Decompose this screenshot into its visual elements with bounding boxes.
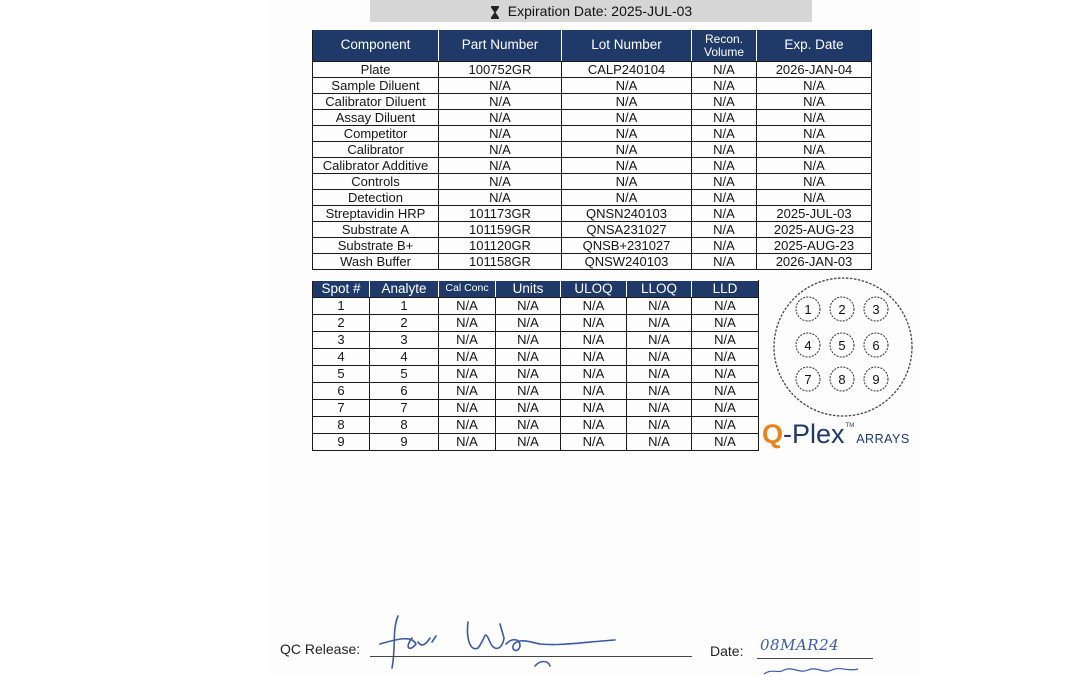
table-cell: N/A — [627, 315, 692, 332]
table-row — [313, 190, 872, 206]
table-cell: N/A — [692, 174, 757, 190]
spots-header-analyte: Analyte — [370, 281, 439, 298]
logo-arrays: ARRAYS — [856, 432, 910, 446]
table-cell: N/A — [561, 366, 627, 383]
table-cell: N/A — [627, 383, 692, 400]
components-header-lot-number: Lot Number — [562, 30, 692, 62]
table-cell: Sample Diluent — [313, 78, 439, 94]
table-cell: N/A — [692, 434, 759, 451]
qc-signature — [370, 608, 630, 675]
table-cell: 2 — [370, 315, 439, 332]
table-cell: N/A — [692, 400, 759, 417]
table-row — [313, 62, 872, 78]
table-row — [313, 222, 872, 238]
table-cell: N/A — [692, 417, 759, 434]
expiration-banner — [370, 0, 812, 22]
qplex-arrays-logo — [762, 418, 922, 450]
table-row — [313, 94, 872, 110]
table-cell: N/A — [692, 383, 759, 400]
spot-number: 1 — [804, 302, 812, 317]
table-cell: 2026-JAN-04 — [757, 62, 872, 78]
table-cell: N/A — [692, 222, 757, 238]
spot-number: 7 — [804, 372, 812, 387]
table-cell: 2025-JUL-03 — [757, 206, 872, 222]
table-row — [313, 206, 872, 222]
table-cell: CALP240104 — [562, 62, 692, 78]
spot-number: 8 — [838, 372, 846, 387]
table-cell: N/A — [757, 126, 872, 142]
spot-number: 5 — [838, 338, 846, 353]
table-row — [313, 434, 759, 451]
table-cell: N/A — [496, 400, 561, 417]
table-cell: N/A — [439, 383, 496, 400]
table-row — [313, 298, 759, 315]
spots-table — [312, 280, 759, 451]
table-cell: N/A — [439, 315, 496, 332]
table-cell: N/A — [627, 332, 692, 349]
table-cell: N/A — [692, 206, 757, 222]
table-cell: N/A — [561, 417, 627, 434]
table-cell: N/A — [496, 349, 561, 366]
table-cell: N/A — [562, 94, 692, 110]
logo-q: Q — [762, 419, 784, 449]
logo-tm: TM — [845, 423, 855, 429]
table-cell: N/A — [692, 142, 757, 158]
table-cell: 3 — [313, 332, 370, 349]
table-cell: N/A — [439, 366, 496, 383]
table-cell: N/A — [562, 126, 692, 142]
table-cell: 2026-JAN-03 — [757, 254, 872, 270]
spots-header-spot: Spot # — [313, 281, 370, 298]
table-cell: N/A — [692, 190, 757, 206]
table-row — [313, 332, 759, 349]
table-cell: N/A — [692, 158, 757, 174]
components-header-component: Component — [313, 30, 439, 62]
table-cell: N/A — [439, 126, 562, 142]
table-cell: 101159GR — [439, 222, 562, 238]
table-cell: N/A — [627, 434, 692, 451]
table-cell: 101158GR — [439, 254, 562, 270]
table-cell: N/A — [561, 298, 627, 315]
spot-number: 6 — [872, 338, 880, 353]
components-header-part-number: Part Number — [439, 30, 562, 62]
table-cell: N/A — [757, 142, 872, 158]
components-body — [313, 62, 872, 270]
table-cell: N/A — [692, 238, 757, 254]
table-cell: N/A — [439, 94, 562, 110]
table-cell: Streptavidin HRP — [313, 206, 439, 222]
table-cell: 8 — [313, 417, 370, 434]
table-cell: N/A — [439, 417, 496, 434]
table-cell: 3 — [370, 332, 439, 349]
table-cell: N/A — [439, 349, 496, 366]
table-cell: 4 — [370, 349, 439, 366]
table-cell: N/A — [692, 332, 759, 349]
table-cell: QNSW240103 — [562, 254, 692, 270]
table-cell: N/A — [496, 332, 561, 349]
table-cell: QNSB+231027 — [562, 238, 692, 254]
components-header-exp-date: Exp. Date — [757, 30, 872, 62]
table-cell: 6 — [370, 383, 439, 400]
table-cell: 2 — [313, 315, 370, 332]
table-cell: Plate — [313, 62, 439, 78]
table-cell: 9 — [313, 434, 370, 451]
table-cell: N/A — [757, 110, 872, 126]
table-cell: N/A — [496, 315, 561, 332]
table-cell: 8 — [370, 417, 439, 434]
table-cell: 5 — [313, 366, 370, 383]
table-cell: N/A — [757, 158, 872, 174]
table-cell: N/A — [439, 298, 496, 315]
table-cell: N/A — [561, 332, 627, 349]
table-cell: N/A — [757, 190, 872, 206]
table-row — [313, 349, 759, 366]
handwritten-date: 08MAR24 — [760, 636, 840, 654]
handwritten-date-scribble — [762, 664, 862, 676]
table-cell: N/A — [439, 110, 562, 126]
spot-number: 2 — [838, 302, 846, 317]
components-header-recon-volume: Recon. Volume — [692, 30, 757, 62]
table-cell: N/A — [561, 349, 627, 366]
spot-number: 3 — [872, 302, 880, 317]
spots-header-units: Units — [496, 281, 561, 298]
table-cell: Assay Diluent — [313, 110, 439, 126]
table-cell: N/A — [439, 332, 496, 349]
table-cell: N/A — [627, 400, 692, 417]
table-cell: N/A — [692, 298, 759, 315]
components-table — [312, 29, 872, 270]
table-cell: N/A — [627, 349, 692, 366]
table-cell: N/A — [692, 94, 757, 110]
table-cell: 6 — [313, 383, 370, 400]
logo-plex: -Plex — [783, 419, 845, 449]
spot-number: 4 — [804, 338, 812, 353]
table-cell: N/A — [496, 366, 561, 383]
spots-body — [313, 298, 759, 451]
table-cell: N/A — [439, 158, 562, 174]
table-cell: N/A — [496, 434, 561, 451]
table-row — [313, 126, 872, 142]
table-cell: Substrate B+ — [313, 238, 439, 254]
date-label: Date: — [710, 643, 744, 659]
table-cell: N/A — [692, 78, 757, 94]
table-cell: N/A — [692, 366, 759, 383]
table-cell: N/A — [562, 78, 692, 94]
table-cell: 2025-AUG-23 — [757, 238, 872, 254]
table-cell: N/A — [561, 400, 627, 417]
table-cell: Substrate A — [313, 222, 439, 238]
table-cell: N/A — [627, 417, 692, 434]
table-cell: Competitor — [313, 126, 439, 142]
table-cell: Detection — [313, 190, 439, 206]
table-cell: N/A — [562, 158, 692, 174]
spots-header-row — [313, 281, 759, 298]
table-cell: N/A — [627, 366, 692, 383]
table-cell: N/A — [562, 110, 692, 126]
table-cell: 1 — [313, 298, 370, 315]
table-row — [313, 254, 872, 270]
table-cell: N/A — [692, 126, 757, 142]
spots-header-lloq: LLOQ — [627, 281, 692, 298]
table-cell: N/A — [692, 315, 759, 332]
table-cell: N/A — [562, 142, 692, 158]
table-row — [313, 383, 759, 400]
components-header-row — [313, 30, 872, 62]
table-cell: 1 — [370, 298, 439, 315]
expiration-date-text: Expiration Date: 2025-JUL-03 — [507, 3, 693, 19]
table-cell: N/A — [561, 383, 627, 400]
qc-release-label: QC Release: — [280, 641, 361, 657]
table-cell: 101173GR — [439, 206, 562, 222]
spot-number: 9 — [872, 372, 880, 387]
table-cell: Controls — [313, 174, 439, 190]
table-cell: N/A — [692, 349, 759, 366]
table-row — [313, 400, 759, 417]
table-cell: N/A — [757, 94, 872, 110]
table-cell: N/A — [757, 174, 872, 190]
table-cell: N/A — [496, 383, 561, 400]
table-cell: 4 — [313, 349, 370, 366]
table-cell: QNSN240103 — [562, 206, 692, 222]
table-row — [313, 238, 872, 254]
table-cell: N/A — [439, 190, 562, 206]
table-cell: N/A — [692, 254, 757, 270]
table-cell: 100752GR — [439, 62, 562, 78]
table-cell: 2025-AUG-23 — [757, 222, 872, 238]
spots-header-cal-conc: Cal Conc — [439, 281, 496, 298]
table-row — [313, 142, 872, 158]
table-cell: QNSA231027 — [562, 222, 692, 238]
table-row — [313, 366, 759, 383]
table-row — [313, 174, 872, 190]
table-cell: Calibrator Diluent — [313, 94, 439, 110]
table-cell: N/A — [692, 110, 757, 126]
spots-header-uloq: ULOQ — [561, 281, 627, 298]
plate-spot-diagram — [772, 276, 914, 418]
table-cell: N/A — [439, 142, 562, 158]
table-cell: 7 — [313, 400, 370, 417]
table-cell: Wash Buffer — [313, 254, 439, 270]
table-cell: 9 — [370, 434, 439, 451]
table-cell: 5 — [370, 366, 439, 383]
signature-line — [370, 656, 692, 657]
table-cell: N/A — [757, 78, 872, 94]
table-cell: N/A — [692, 62, 757, 78]
table-cell: N/A — [439, 400, 496, 417]
table-cell: N/A — [627, 298, 692, 315]
table-row — [313, 158, 872, 174]
table-row — [313, 417, 759, 434]
table-cell: 7 — [370, 400, 439, 417]
hourglass-icon — [490, 6, 500, 19]
table-row — [313, 110, 872, 126]
table-cell: N/A — [439, 434, 496, 451]
table-cell: N/A — [562, 174, 692, 190]
table-cell: N/A — [439, 174, 562, 190]
table-cell: N/A — [439, 78, 562, 94]
table-cell: Calibrator — [313, 142, 439, 158]
table-row — [313, 315, 759, 332]
table-cell: Calibrator Additive — [313, 158, 439, 174]
table-row — [313, 78, 872, 94]
table-cell: 101120GR — [439, 238, 562, 254]
date-line — [757, 658, 873, 659]
table-cell: N/A — [496, 417, 561, 434]
table-cell: N/A — [561, 315, 627, 332]
spots-header-lld: LLD — [692, 281, 759, 298]
table-cell: N/A — [561, 434, 627, 451]
table-cell: N/A — [562, 190, 692, 206]
table-cell: N/A — [496, 298, 561, 315]
